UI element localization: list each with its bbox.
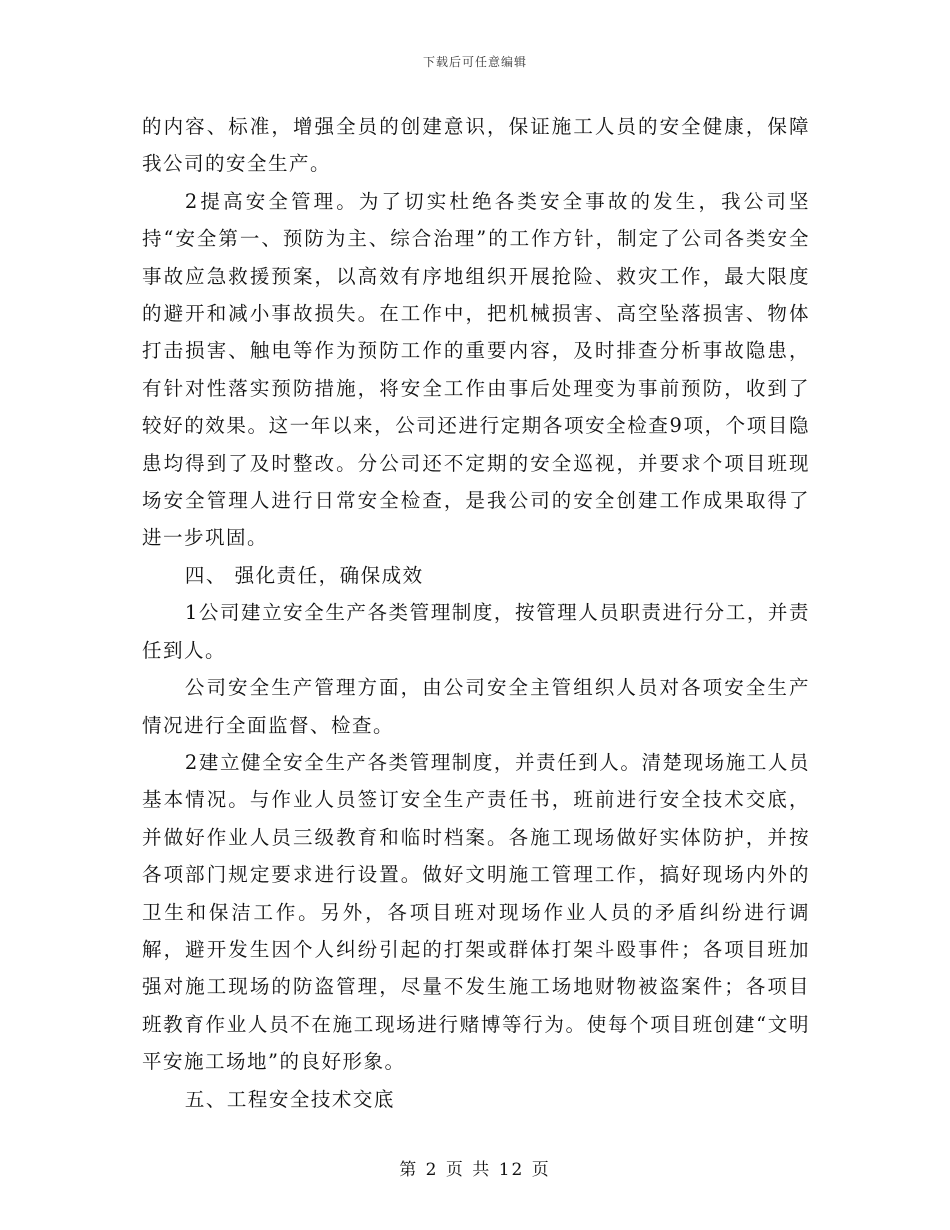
page-header: 下载后可任意编辑: [422, 55, 527, 69]
paragraph: 1公司建立安全生产各类管理制度，按管理人员职责进行分工，并责任到人。: [142, 601, 810, 662]
document-body: [142, 108, 810, 1118]
section-heading: 五、工程安全技术交底: [184, 1087, 395, 1111]
page-number: 第 2 页 共 12 页: [399, 1160, 551, 1180]
section-heading: 四、 强化责任，确保成效: [184, 563, 424, 587]
paragraph: 公司安全生产管理方面，由公司安全主管组织人员对各项安全生产情况进行全面监督、检查。: [142, 676, 810, 737]
paragraph: 2建立健全安全生产各类管理制度，并责任到人。清楚现场施工人员基本情况。与作业人员签订安全生产责任书，班前进行安全技术交底，并做好作业人员三级教育和临时档案。各施工现场做好实体防护，并按各项部门规定要求进行设置。做好文明施工管理工作，搞好现场内外的卫生和保洁工作。另外，各项目班对现场作业人员的矛盾纠纷进行调解，避开发生因个人纠纷引起的打架或群体打架斗殴事件；各项目班加强对施工现场的防盗管理，尽量不发生施工场地财物被盗案件；各项目班教育作业人员不在施工现场进行赌博等行为。使每个项目班创建“文明平安施工场地”的良好形象。: [142, 750, 810, 1074]
paragraph: 的内容、标准，增强全员的创建意识，保证施工人员的安全健康，保障我公司的安全生产。: [142, 115, 810, 176]
paragraph: 2提高安全管理。为了切实杜绝各类安全事故的发生，我公司坚持“安全第一、预防为主、综合治理”的工作方针，制定了公司各类安全事故应急救援预案，以高效有序地组织开展抢险、救灾工作，最大限度的避开和减小事故损失。在工作中，把机械损害、高空坠落损害、物体打击损害、触电等作为预防工作的重要内容，及时排查分析事故隐患，有针对性落实预防措施，将安全工作由事后处理变为事前预防，收到了较好的效果。这一年以来，公司还进行定期各项安全检查9项，个项目隐患均得到了及时整改。分公司还不定期的安全巡视，并要求个项目班现场安全管理人进行日常安全检查，是我公司的安全创建工作成果取得了进一步巩固。: [142, 189, 810, 550]
